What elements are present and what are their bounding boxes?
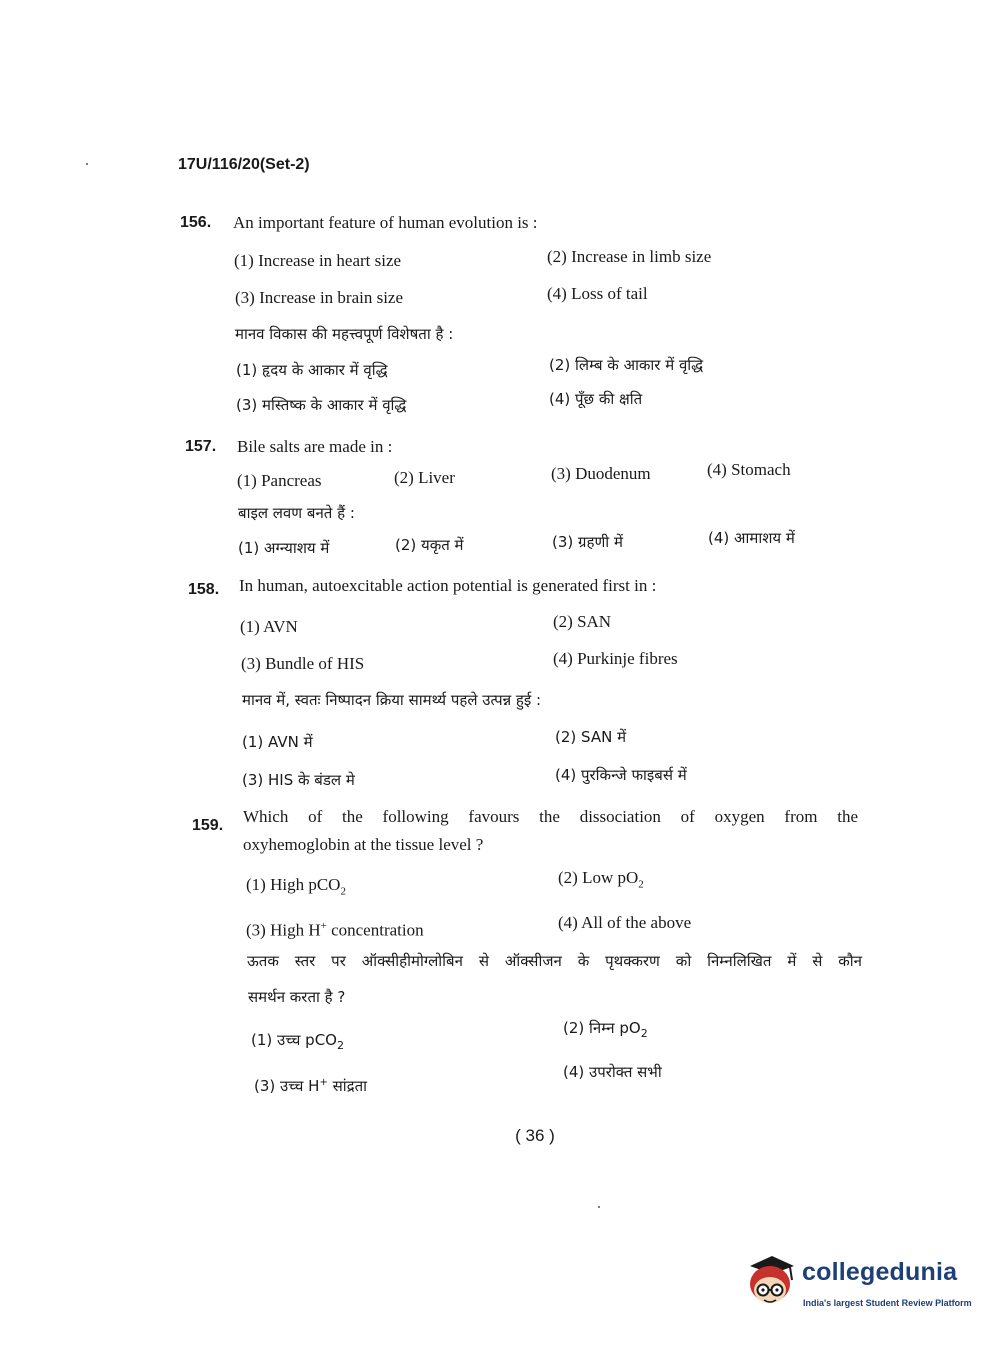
option-en: (4) Stomach — [707, 460, 791, 479]
question-text-hi-line2: समर्थन करता है ? — [248, 988, 346, 1006]
option-en: (1) AVN — [240, 617, 298, 636]
option-hi: (3) उच्च H+ सांद्रता — [254, 1077, 368, 1095]
page-number: ( 36 ) — [515, 1126, 555, 1145]
option-en: (3) Increase in brain size — [235, 288, 404, 307]
option-hi: (2) निम्न $pO_2$ — [563, 1019, 648, 1040]
option-en: (2) Increase in limb size — [547, 247, 712, 266]
question-text-en-line2: oxyhemoglobin at the tissue level ? — [243, 835, 484, 854]
option-hi: (1) AVN में — [242, 733, 313, 751]
option-hi: (2) यकृत में — [395, 536, 464, 554]
option-en: (3) Duodenum — [551, 464, 651, 483]
option-en: (2) Low $pO_2$ — [558, 868, 644, 891]
question-text-en-line1: Which of the following favours the dissociation of oxygen from the — [243, 807, 858, 826]
logo-wordmark: collegedunia — [802, 1258, 958, 1286]
question-text-hi: बाइल लवण बनते हैं : — [238, 504, 355, 522]
question-number: 157. — [185, 438, 217, 455]
option-en: (4) Purkinje fibres — [553, 649, 678, 668]
collegedunia-logo — [742, 1252, 972, 1312]
question-text-hi: मानव में, स्वतः निष्पादन क्रिया सामर्थ्य पहले उत्पन्न हुई : — [242, 691, 542, 709]
option-hi: (1) अग्न्याशय में — [238, 539, 330, 557]
mascot-icon — [742, 1252, 800, 1310]
question-number: 156. — [180, 214, 212, 231]
option-en: (2) SAN — [553, 612, 612, 631]
option-en: (1) Increase in heart size — [234, 251, 402, 270]
scan-speck — [86, 163, 88, 165]
logo-tagline: India's largest Student Review Platform — [803, 1298, 972, 1308]
option-en: (1) High pCO$_2$ — [246, 875, 346, 898]
question-text-en: In human, autoexcitable action potential is generated first in : — [239, 576, 657, 595]
option-hi: (2) लिम्ब के आकार में वृद्धि — [549, 356, 704, 374]
option-hi: (2) SAN में — [555, 728, 627, 746]
option-en: (3) High H+ concentration — [246, 920, 424, 940]
option-en: (2) Liver — [394, 468, 455, 487]
option-hi: (4) पूँछ की क्षति — [549, 390, 643, 408]
option-hi: (1) हृदय के आकार में वृद्धि — [236, 361, 388, 379]
option-hi: (1) उच्च pCO$_2$ — [251, 1031, 344, 1052]
option-hi: (3) मस्तिष्क के आकार में वृद्धि — [236, 396, 407, 414]
option-hi: (4) पुरकिन्जे फाइबर्स में — [555, 766, 687, 784]
option-hi: (3) HIS के बंडल मे — [242, 771, 355, 789]
document-code: 17U/116/20(Set-2) — [178, 156, 310, 173]
question-text-en: Bile salts are made in : — [237, 437, 393, 456]
question-text-en: An important feature of human evolution is : — [233, 213, 538, 232]
option-en: (3) Bundle of HIS — [241, 654, 365, 673]
option-en: (4) Loss of tail — [547, 284, 648, 303]
question-text-hi: मानव विकास की महत्त्वपूर्ण विशेषता है : — [235, 325, 454, 343]
option-en: (4) All of the above — [558, 913, 692, 932]
option-en: (1) Pancreas — [237, 471, 322, 490]
question-number: 159. — [192, 817, 224, 834]
option-hi: (4) उपरोक्त सभी — [563, 1063, 662, 1081]
question-text-hi-line1: ऊतक स्तर पर ऑक्सीहीमोग्लोबिन से ऑक्सीजन के पृथक्करण को निम्नलिखित में से कौन — [247, 952, 862, 970]
option-hi: (3) ग्रहणी में — [552, 533, 623, 551]
question-number: 158. — [188, 581, 220, 598]
option-hi: (4) आमाशय में — [708, 529, 795, 547]
scan-speck — [598, 1206, 600, 1208]
